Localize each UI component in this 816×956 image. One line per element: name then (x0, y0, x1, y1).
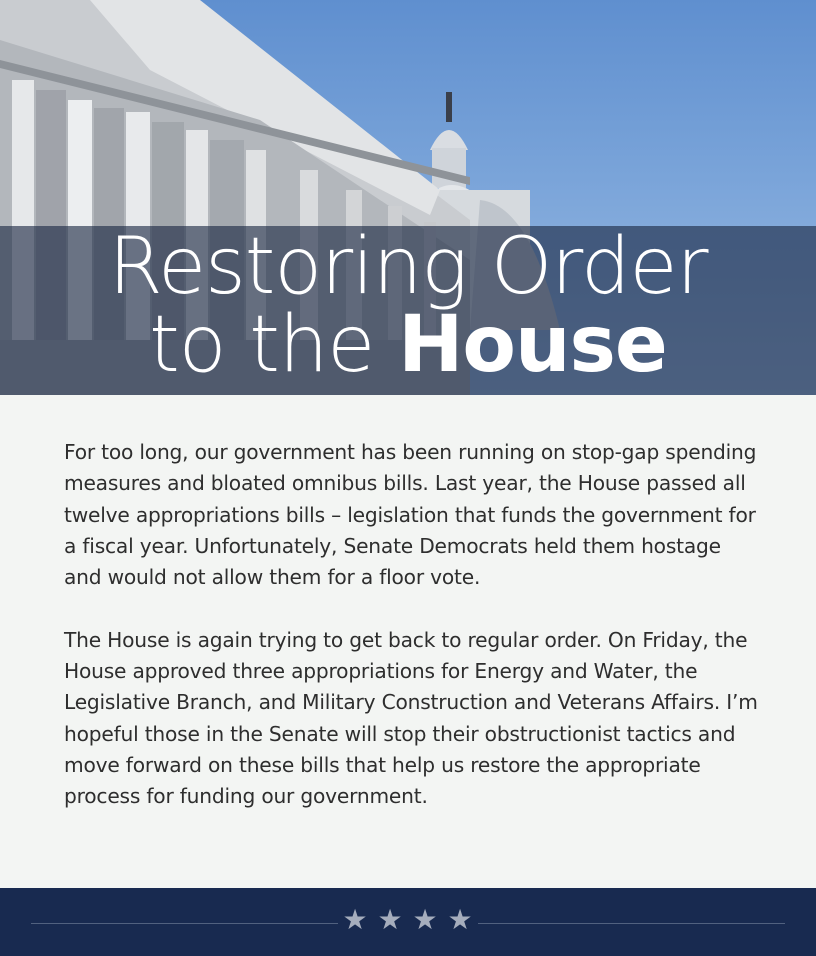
paragraph-1: For too long, our government has been running on stop-gap spending measures and bloated omnibus bills. Last year, the House passed all twelve appropriations bills – legislation that funds the government for a fiscal year. Unfortunately, Senate Democrats held them hostage and would not allow them for a floor vote. (64, 440, 757, 590)
footer-band (0, 888, 816, 956)
star-icon: ★ (447, 903, 473, 936)
article-body (64, 437, 764, 844)
title-line-2-bold: House (398, 300, 667, 390)
title-line-2 (0, 300, 816, 390)
paragraph-2: The House is again trying to get back to regular order. On Friday, the House approved three appropriations for Energy and Water, the Legislative Branch, and Military Construction and Veterans Affairs. I’m hopeful those in the Senate will stop their obstructionist tactics and move forward on these bills that help us restore the appropriate process for funding our government. (64, 627, 758, 809)
footer-rule-right (478, 923, 785, 924)
footer-rule-left (31, 923, 338, 924)
hero-banner (0, 0, 816, 395)
title-line-1: Restoring Order (108, 222, 708, 312)
page-title (0, 222, 816, 390)
star-icon: ★ (342, 903, 368, 936)
title-line-2-regular: to the (149, 300, 399, 390)
star-icon: ★ (412, 903, 438, 936)
star-icon: ★ (377, 903, 403, 936)
